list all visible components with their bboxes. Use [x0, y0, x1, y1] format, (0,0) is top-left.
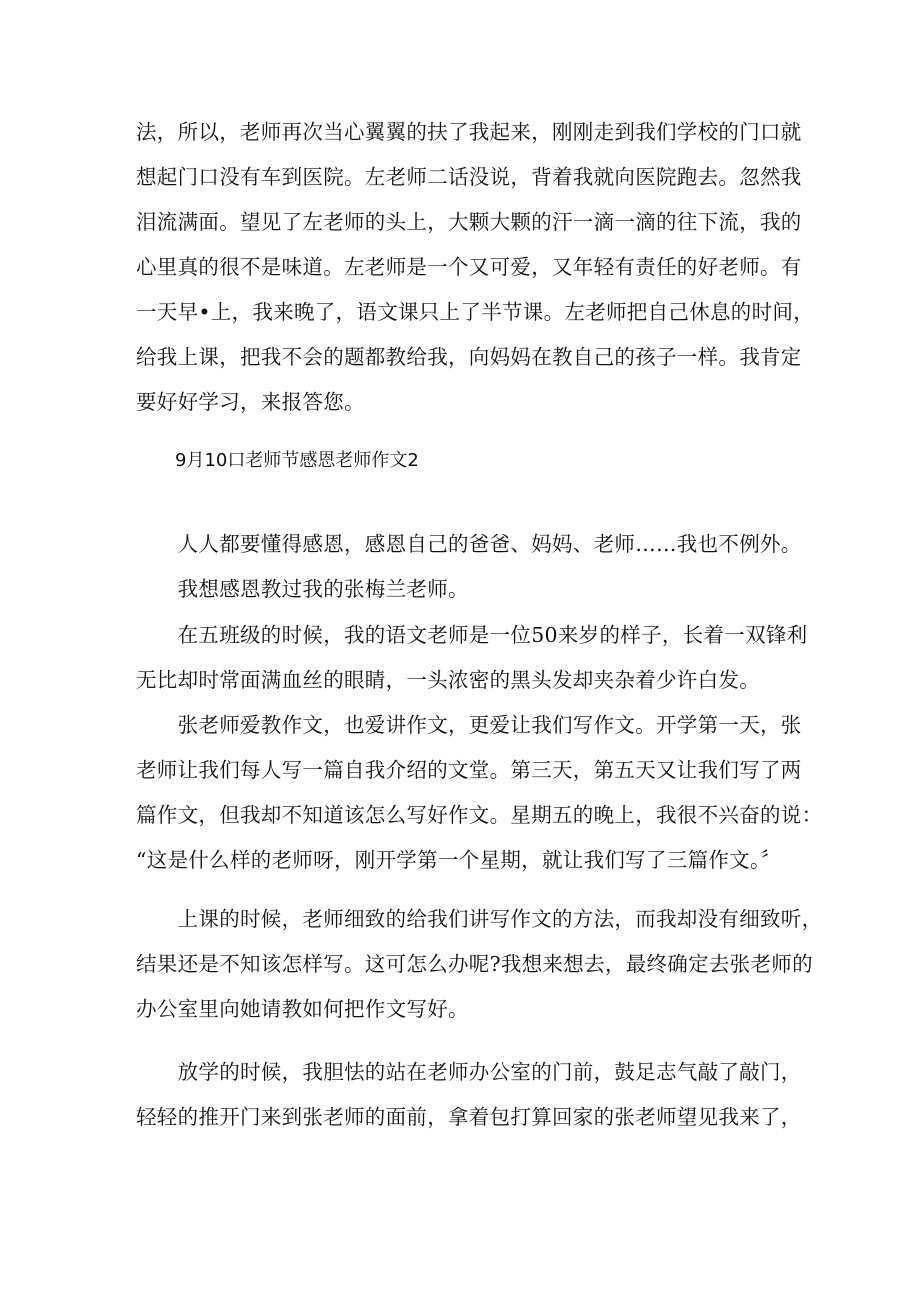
paragraph-line: 篇作文，但我却不知道该怎么写好作文。星期五的晚上，我很不兴奋的说： [136, 803, 823, 827]
paragraph-line: 法，所以，老师再次当心翼翼的扶了我起来，刚刚走到我们学校的门口就 [136, 120, 802, 144]
paragraph-line: “这是什么样的老师呀，刚开学第一个星期，就让我们写了三篇作文。〞 [136, 848, 782, 872]
paragraph-line: 结果还是不知该怎样写。这可怎么办呢?我想来想去，最终确定去张老师的 [136, 952, 813, 976]
paragraph-line: 心里真的很不是味道。左老师是一个又可爱，又年轻有责任的好老师。有 [136, 255, 802, 279]
paragraph-line: 泪流满面。望见了左老师的头上，大颗大颗的汗一滴一滴的往下流，我的 [136, 210, 802, 234]
paragraph-line: 轻轻的推开门来到张老师的面前，拿着包打算回家的张老师望见我来了， [136, 1105, 802, 1129]
paragraph-line: 要好好学习，来报答您。 [136, 390, 365, 414]
paragraph-line: 一天早•上，我来晚了，语文课只上了半节课。左老师把自己休息的时间， [136, 300, 814, 324]
paragraph-line: 给我上课，把我不会的题都教给我，向妈妈在教自己的孩子一样。我肯定 [136, 345, 802, 369]
paragraph-line: 办公室里向她请教如何把作文写好。 [136, 997, 469, 1021]
paragraph-line: 我想感恩教过我的张梅兰老师。 [136, 577, 469, 601]
paragraph-line: 人人都要懂得感恩，感恩自己的爸爸、妈妈、老师……我也不例外。 [136, 532, 802, 556]
paragraph-line: 想起门口没有车到医院。左老师二话没说，背着我就向医院跑去。忽然我 [136, 165, 802, 189]
section-heading: 9月10口老师节感恩老师作文2 [175, 450, 419, 471]
paragraph-line: 上课的时候，老师细致的给我们讲写作文的方法，而我却没有细致听， [136, 907, 823, 931]
paragraph-line: 放学的时候，我胆怯的站在老师办公室的门前，鼓足志气敲了敲门， [136, 1060, 802, 1084]
paragraph-line: 在五班级的时候，我的语文老师是一位50来岁的样子，长着一双锋利 [136, 623, 808, 647]
paragraph-line: 老师让我们每人写一篇自我介绍的文堂。第三天，第五天又让我们写了两 [136, 758, 802, 782]
paragraph-line: 无比却时常面满血丝的眼睛，一头浓密的黑头发却夹杂着少许白发。 [136, 668, 760, 692]
paragraph-line: 张老师爱教作文，也爱讲作文，更爱让我们写作文。开学第一天，张 [136, 713, 802, 737]
